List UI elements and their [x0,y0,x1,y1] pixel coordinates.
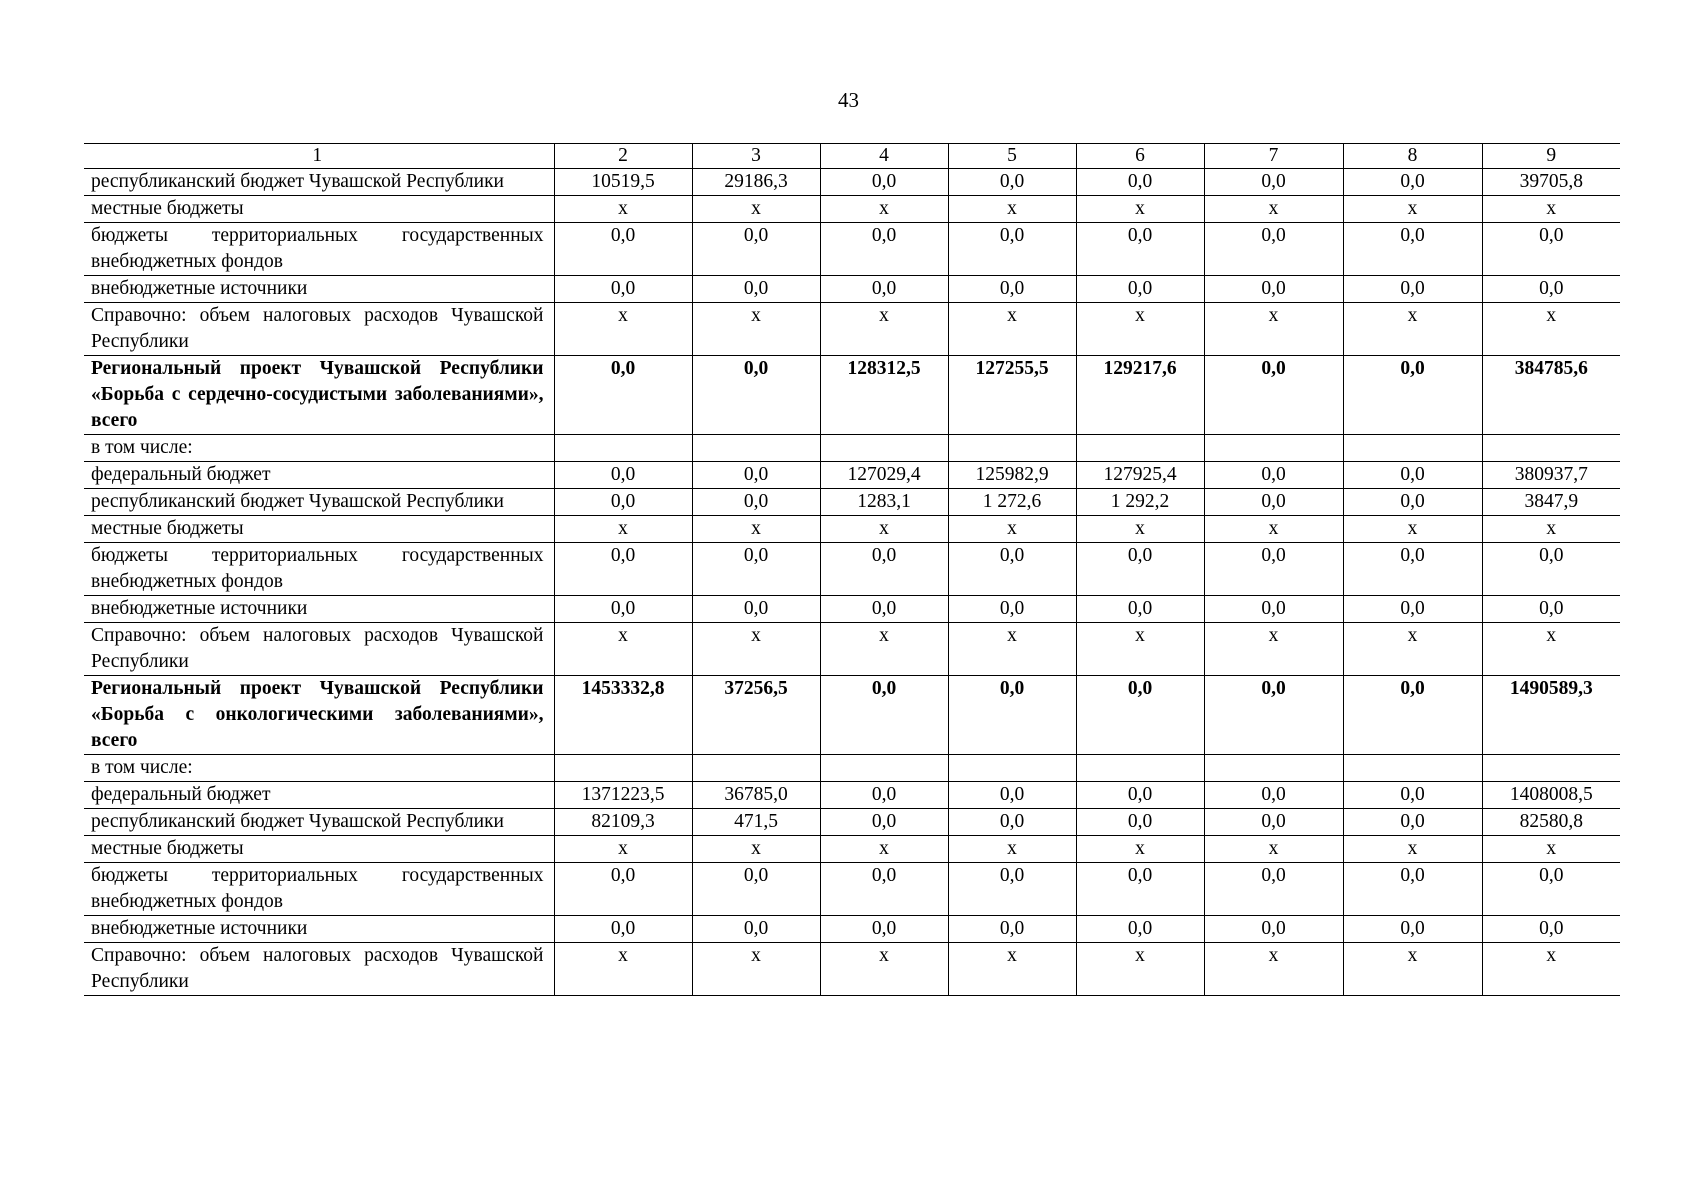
table-cell: 0,0 [1204,356,1343,435]
table-row [84,943,1620,996]
table-cell: 0,0 [1076,543,1204,596]
table-cell: 1408008,5 [1482,782,1620,809]
table-cell [1076,435,1204,462]
table-cell: 0,0 [1482,863,1620,916]
table-cell: 0,0 [554,489,692,516]
row-label: Справочно: объем налоговых расходов Чувашской Республики [84,303,554,356]
table-cell: 0,0 [554,596,692,623]
table-cell: 0,0 [692,356,820,435]
table-row [84,596,1620,623]
table-cell: 0,0 [1204,169,1343,196]
row-label: внебюджетные источники [84,276,554,303]
table-cell [820,435,948,462]
table-cell: 1 272,6 [948,489,1076,516]
table-cell [1204,755,1343,782]
table-cell: x [820,836,948,863]
table-cell: 0,0 [1343,356,1482,435]
table-cell: 0,0 [1076,276,1204,303]
table-cell: 127029,4 [820,462,948,489]
table-cell: 384785,6 [1482,356,1620,435]
budget-table [84,143,1620,996]
table-cell: 29186,3 [692,169,820,196]
table-cell: 0,0 [1076,676,1204,755]
table-cell: 0,0 [1204,276,1343,303]
column-header: 9 [1482,144,1620,169]
table-cell: 0,0 [692,462,820,489]
table-cell: x [1204,943,1343,996]
table-row [84,169,1620,196]
table-cell: 1490589,3 [1482,676,1620,755]
table-cell: 37256,5 [692,676,820,755]
table-cell: 10519,5 [554,169,692,196]
table-cell: 0,0 [554,916,692,943]
table-cell: x [1482,196,1620,223]
table-cell: x [1482,303,1620,356]
table-cell: 0,0 [1076,863,1204,916]
table-cell: 0,0 [948,169,1076,196]
table-cell: x [692,196,820,223]
column-header: 5 [948,144,1076,169]
table-cell: 0,0 [820,223,948,276]
table-cell: 0,0 [692,489,820,516]
table-cell: 3847,9 [1482,489,1620,516]
table-cell: 0,0 [554,223,692,276]
table-cell: x [820,623,948,676]
table-cell: 0,0 [1076,596,1204,623]
table-cell: 0,0 [820,596,948,623]
table-cell: 380937,7 [1482,462,1620,489]
table-cell: 0,0 [1343,276,1482,303]
table-cell: 0,0 [1204,916,1343,943]
table-cell [948,755,1076,782]
table-cell [948,435,1076,462]
header-row [84,144,1620,169]
table-cell: 129217,6 [1076,356,1204,435]
table-row [84,276,1620,303]
table-cell: x [1482,943,1620,996]
table-cell: 0,0 [948,916,1076,943]
table-cell: 128312,5 [820,356,948,435]
table-cell: 0,0 [1482,916,1620,943]
column-header: 3 [692,144,820,169]
row-label: республиканский бюджет Чувашской Республики [84,489,554,516]
table-cell [820,755,948,782]
table-cell: x [820,303,948,356]
table-cell: 0,0 [692,276,820,303]
table-cell: 0,0 [948,276,1076,303]
table-cell: x [948,196,1076,223]
table-cell [1343,755,1482,782]
column-header: 6 [1076,144,1204,169]
table-cell: 0,0 [1076,916,1204,943]
page-number: 43 [838,88,859,112]
table-cell: x [692,836,820,863]
table-row [84,623,1620,676]
table-cell: 0,0 [1343,223,1482,276]
table-cell: 0,0 [820,543,948,596]
table-cell: x [820,516,948,543]
table-cell: 0,0 [948,596,1076,623]
table-row [84,836,1620,863]
table-cell: x [948,943,1076,996]
table-cell: x [1343,303,1482,356]
table-cell: x [554,943,692,996]
table-cell: 0,0 [692,596,820,623]
table-cell: 0,0 [948,809,1076,836]
table-cell: x [554,836,692,863]
table-cell: 0,0 [820,782,948,809]
table-cell: 0,0 [1076,223,1204,276]
row-label: Справочно: объем налоговых расходов Чувашской Республики [84,943,554,996]
table-cell: 0,0 [1482,543,1620,596]
table-cell: 0,0 [1204,863,1343,916]
row-label: республиканский бюджет Чувашской Республики [84,809,554,836]
table-cell: x [1076,623,1204,676]
row-label: в том числе: [84,435,554,462]
table-cell: x [554,303,692,356]
table-cell: 125982,9 [948,462,1076,489]
table-cell [554,755,692,782]
row-label: местные бюджеты [84,196,554,223]
table-cell: x [1343,516,1482,543]
table-cell: 0,0 [1204,489,1343,516]
table-cell: x [692,516,820,543]
table-cell: 0,0 [554,356,692,435]
table-cell: x [948,836,1076,863]
row-label: федеральный бюджет [84,462,554,489]
table-cell: 0,0 [692,863,820,916]
table-cell: x [1076,196,1204,223]
table-cell: 0,0 [1204,596,1343,623]
table-cell: x [554,196,692,223]
table-cell: x [1204,623,1343,676]
table-cell [692,435,820,462]
table-cell: 0,0 [820,676,948,755]
column-header: 2 [554,144,692,169]
table-cell [1482,755,1620,782]
table-cell [1204,435,1343,462]
table-cell: 1371223,5 [554,782,692,809]
table-row [84,863,1620,916]
table-row [84,196,1620,223]
table-cell: 0,0 [948,782,1076,809]
table-cell: x [1204,836,1343,863]
table-row [84,516,1620,543]
table-cell: 0,0 [1343,489,1482,516]
table-cell: 0,0 [692,916,820,943]
table-cell: 1283,1 [820,489,948,516]
table-cell: 0,0 [1076,782,1204,809]
table-cell: 0,0 [1343,863,1482,916]
table-cell: 0,0 [1343,543,1482,596]
table-cell: x [948,303,1076,356]
table-cell: x [692,623,820,676]
table-row [84,916,1620,943]
table-cell: 0,0 [820,916,948,943]
row-label: бюджеты территориальных государственных внебюджетных фондов [84,543,554,596]
table-row [84,435,1620,462]
table-cell: 0,0 [554,543,692,596]
table-cell: 0,0 [1204,676,1343,755]
table-cell: x [554,623,692,676]
row-label: Региональный проект Чувашской Республики «Борьба с онкологическими заболеваниями», всего [84,676,554,755]
table-cell: x [820,196,948,223]
table-cell: 127925,4 [1076,462,1204,489]
row-label: внебюджетные источники [84,596,554,623]
row-label: бюджеты территориальных государственных внебюджетных фондов [84,223,554,276]
table-cell: x [1076,943,1204,996]
table-cell: 0,0 [1204,223,1343,276]
table-cell: 0,0 [1204,782,1343,809]
table-row [84,356,1620,435]
table-cell: 0,0 [1343,596,1482,623]
table-row [84,676,1620,755]
table-cell: 0,0 [1482,223,1620,276]
table-row [84,303,1620,356]
table-cell: 82580,8 [1482,809,1620,836]
table-cell: 0,0 [948,223,1076,276]
table-cell: 0,0 [692,543,820,596]
table-cell: x [820,943,948,996]
table-cell: x [1343,623,1482,676]
table-cell: 0,0 [1343,169,1482,196]
table-cell [554,435,692,462]
table-cell: 471,5 [692,809,820,836]
table-cell: 0,0 [1343,782,1482,809]
table-cell: x [1343,943,1482,996]
table-row [84,782,1620,809]
table-cell: x [692,943,820,996]
table-cell: x [1204,303,1343,356]
table-cell: x [1343,196,1482,223]
table-cell: x [1204,516,1343,543]
table-cell [692,755,820,782]
table-cell: 82109,3 [554,809,692,836]
table-row [84,489,1620,516]
table-body [84,144,1620,996]
table-cell: x [692,303,820,356]
table-cell: 0,0 [1204,543,1343,596]
table-cell: 36785,0 [692,782,820,809]
table-cell: x [1343,836,1482,863]
row-label: в том числе: [84,755,554,782]
table-cell: 0,0 [554,863,692,916]
table-cell: 0,0 [1343,676,1482,755]
row-label: бюджеты территориальных государственных внебюджетных фондов [84,863,554,916]
table-cell [1482,435,1620,462]
table-cell: 0,0 [948,676,1076,755]
table-cell: 0,0 [1204,809,1343,836]
table-cell: x [1076,516,1204,543]
table-cell [1076,755,1204,782]
row-label: внебюджетные источники [84,916,554,943]
table-cell: x [1076,836,1204,863]
table-row [84,809,1620,836]
table-cell: x [948,516,1076,543]
table-cell: 0,0 [692,223,820,276]
table-cell: 0,0 [820,276,948,303]
row-label: Справочно: объем налоговых расходов Чувашской Республики [84,623,554,676]
table-cell: 127255,5 [948,356,1076,435]
row-label: местные бюджеты [84,516,554,543]
column-header: 7 [1204,144,1343,169]
table-cell: 0,0 [1482,276,1620,303]
table-cell: 0,0 [948,863,1076,916]
table-cell: 0,0 [1204,462,1343,489]
table-cell: 0,0 [948,543,1076,596]
table-cell: 0,0 [1482,596,1620,623]
table-cell: x [1482,623,1620,676]
table-cell: 1453332,8 [554,676,692,755]
table-row [84,543,1620,596]
table-cell: 0,0 [820,809,948,836]
table-cell: 0,0 [1343,462,1482,489]
row-label: местные бюджеты [84,836,554,863]
column-header: 1 [84,144,554,169]
table-cell: 0,0 [554,276,692,303]
table-cell: 0,0 [1076,809,1204,836]
table-cell: 0,0 [1343,809,1482,836]
table-cell: x [948,623,1076,676]
row-label: федеральный бюджет [84,782,554,809]
table-cell: 1 292,2 [1076,489,1204,516]
row-label: республиканский бюджет Чувашской Республики [84,169,554,196]
table-cell: 39705,8 [1482,169,1620,196]
table-cell: 0,0 [820,863,948,916]
table-row [84,755,1620,782]
table-cell: x [1482,516,1620,543]
table-cell: x [1076,303,1204,356]
table-row [84,223,1620,276]
table-cell: 0,0 [820,169,948,196]
table-row [84,462,1620,489]
table-cell [1343,435,1482,462]
column-header: 4 [820,144,948,169]
table-cell: 0,0 [1343,916,1482,943]
row-label: Региональный проект Чувашской Республики «Борьба с сердечно-сосудистыми заболеваниями», всего [84,356,554,435]
table-cell: x [1482,836,1620,863]
table-cell: x [554,516,692,543]
table-cell: x [1204,196,1343,223]
column-header: 8 [1343,144,1482,169]
table-cell: 0,0 [1076,169,1204,196]
table-cell: 0,0 [554,462,692,489]
